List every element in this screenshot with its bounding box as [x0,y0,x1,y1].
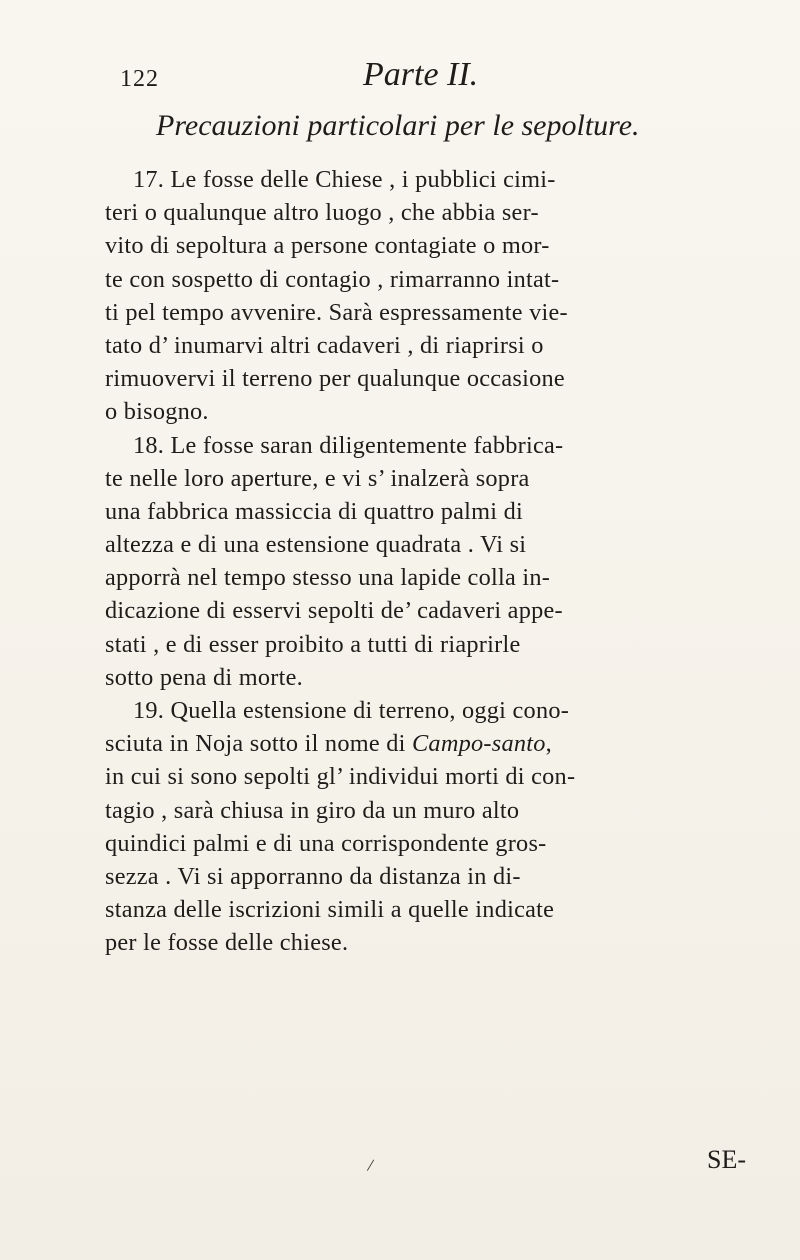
text-line-content: teri o qualunque altro luogo , che abbia ser- [105,199,539,227]
text-line [105,926,745,959]
text-line-content: sciuta in Noja sotto il nome di [105,730,412,758]
text-line [105,860,745,893]
text-line [105,594,745,627]
text-line-content: vito di sepoltura a persone contagiate o mor- [105,232,550,260]
stray-mark: / [366,1154,376,1176]
text-line [105,561,745,594]
text-line-content: 17. Le fosse delle Chiese , i pubblici cimi- [133,166,556,193]
text-line [105,760,745,793]
text-line-content: sezza . Vi si apporranno da distanza in di- [105,862,521,890]
punctuation: , [545,730,552,758]
text-line [105,893,745,926]
text-line [105,462,745,495]
text-line-content: quindici palmi e di una corrispondente gros- [105,829,547,857]
text-line-content: sotto pena di morte. [105,663,303,691]
text-line [105,794,745,827]
text-line [105,395,745,428]
text-line [105,196,745,229]
text-line-content: altezza e di una estensione quadrata . Vi si [105,531,527,559]
text-line-content: te nelle loro aperture, e vi s’ inalzerà sopra [105,464,530,492]
text-line-content: in cui si sono sepolti gl’ individui morti di con- [105,763,576,791]
text-line [105,429,745,462]
text-line-content: una fabbrica massiccia di quattro palmi di [105,497,524,525]
text-line-content: o bisogno. [105,398,209,426]
text-line [105,661,745,694]
text-line [105,329,745,362]
text-line [105,694,745,727]
text-line-content: 18. Le fosse saran diligentemente fabbrica- [133,431,564,459]
text-line [105,296,745,329]
catchword: SE- [707,1145,746,1174]
text-line [105,628,745,661]
text-line-content: te con sospetto di contagio , rimarranno intat- [105,265,560,293]
text-line-content: 19. Quella estensione di terreno, oggi cono- [133,697,570,724]
italic-term: Campo-santo [411,730,546,758]
text-line-content: apporrà nel tempo stesso una lapide colla in- [105,564,551,592]
text-line-content: tagio , sarà chiusa in giro da un muro alto [105,796,520,824]
text-line [105,163,745,196]
page-header [0,56,800,96]
text-line-content: rimuovervi il terreno per qualunque occasione [105,365,565,393]
text-line-content: ti pel tempo avvenire. Sarà espressamente vie- [105,298,568,326]
text-line-content: tato d’ inumarvi altri cadaveri , di riaprirsi o [105,331,544,359]
running-head: Parte II. [363,56,479,93]
text-line [105,495,745,528]
text-line [105,827,745,860]
text-line [105,229,745,262]
text-line [105,362,745,395]
body-text [105,163,745,960]
text-line-content: stanza delle iscrizioni simili a quelle indicate [105,896,555,924]
text-line [105,528,745,561]
text-line-content: per le fosse delle chiese. [105,929,349,957]
text-line [105,727,745,760]
text-line-content: dicazione di esservi sepolti de’ cadaveri appe- [105,597,563,625]
section-title: Precauzioni particolari per le sepolture. [156,109,640,142]
text-line-content: stati , e di esser proibito a tutti di riaprirle [105,630,521,658]
page-number: 122 [120,66,159,92]
text-line [105,263,745,296]
